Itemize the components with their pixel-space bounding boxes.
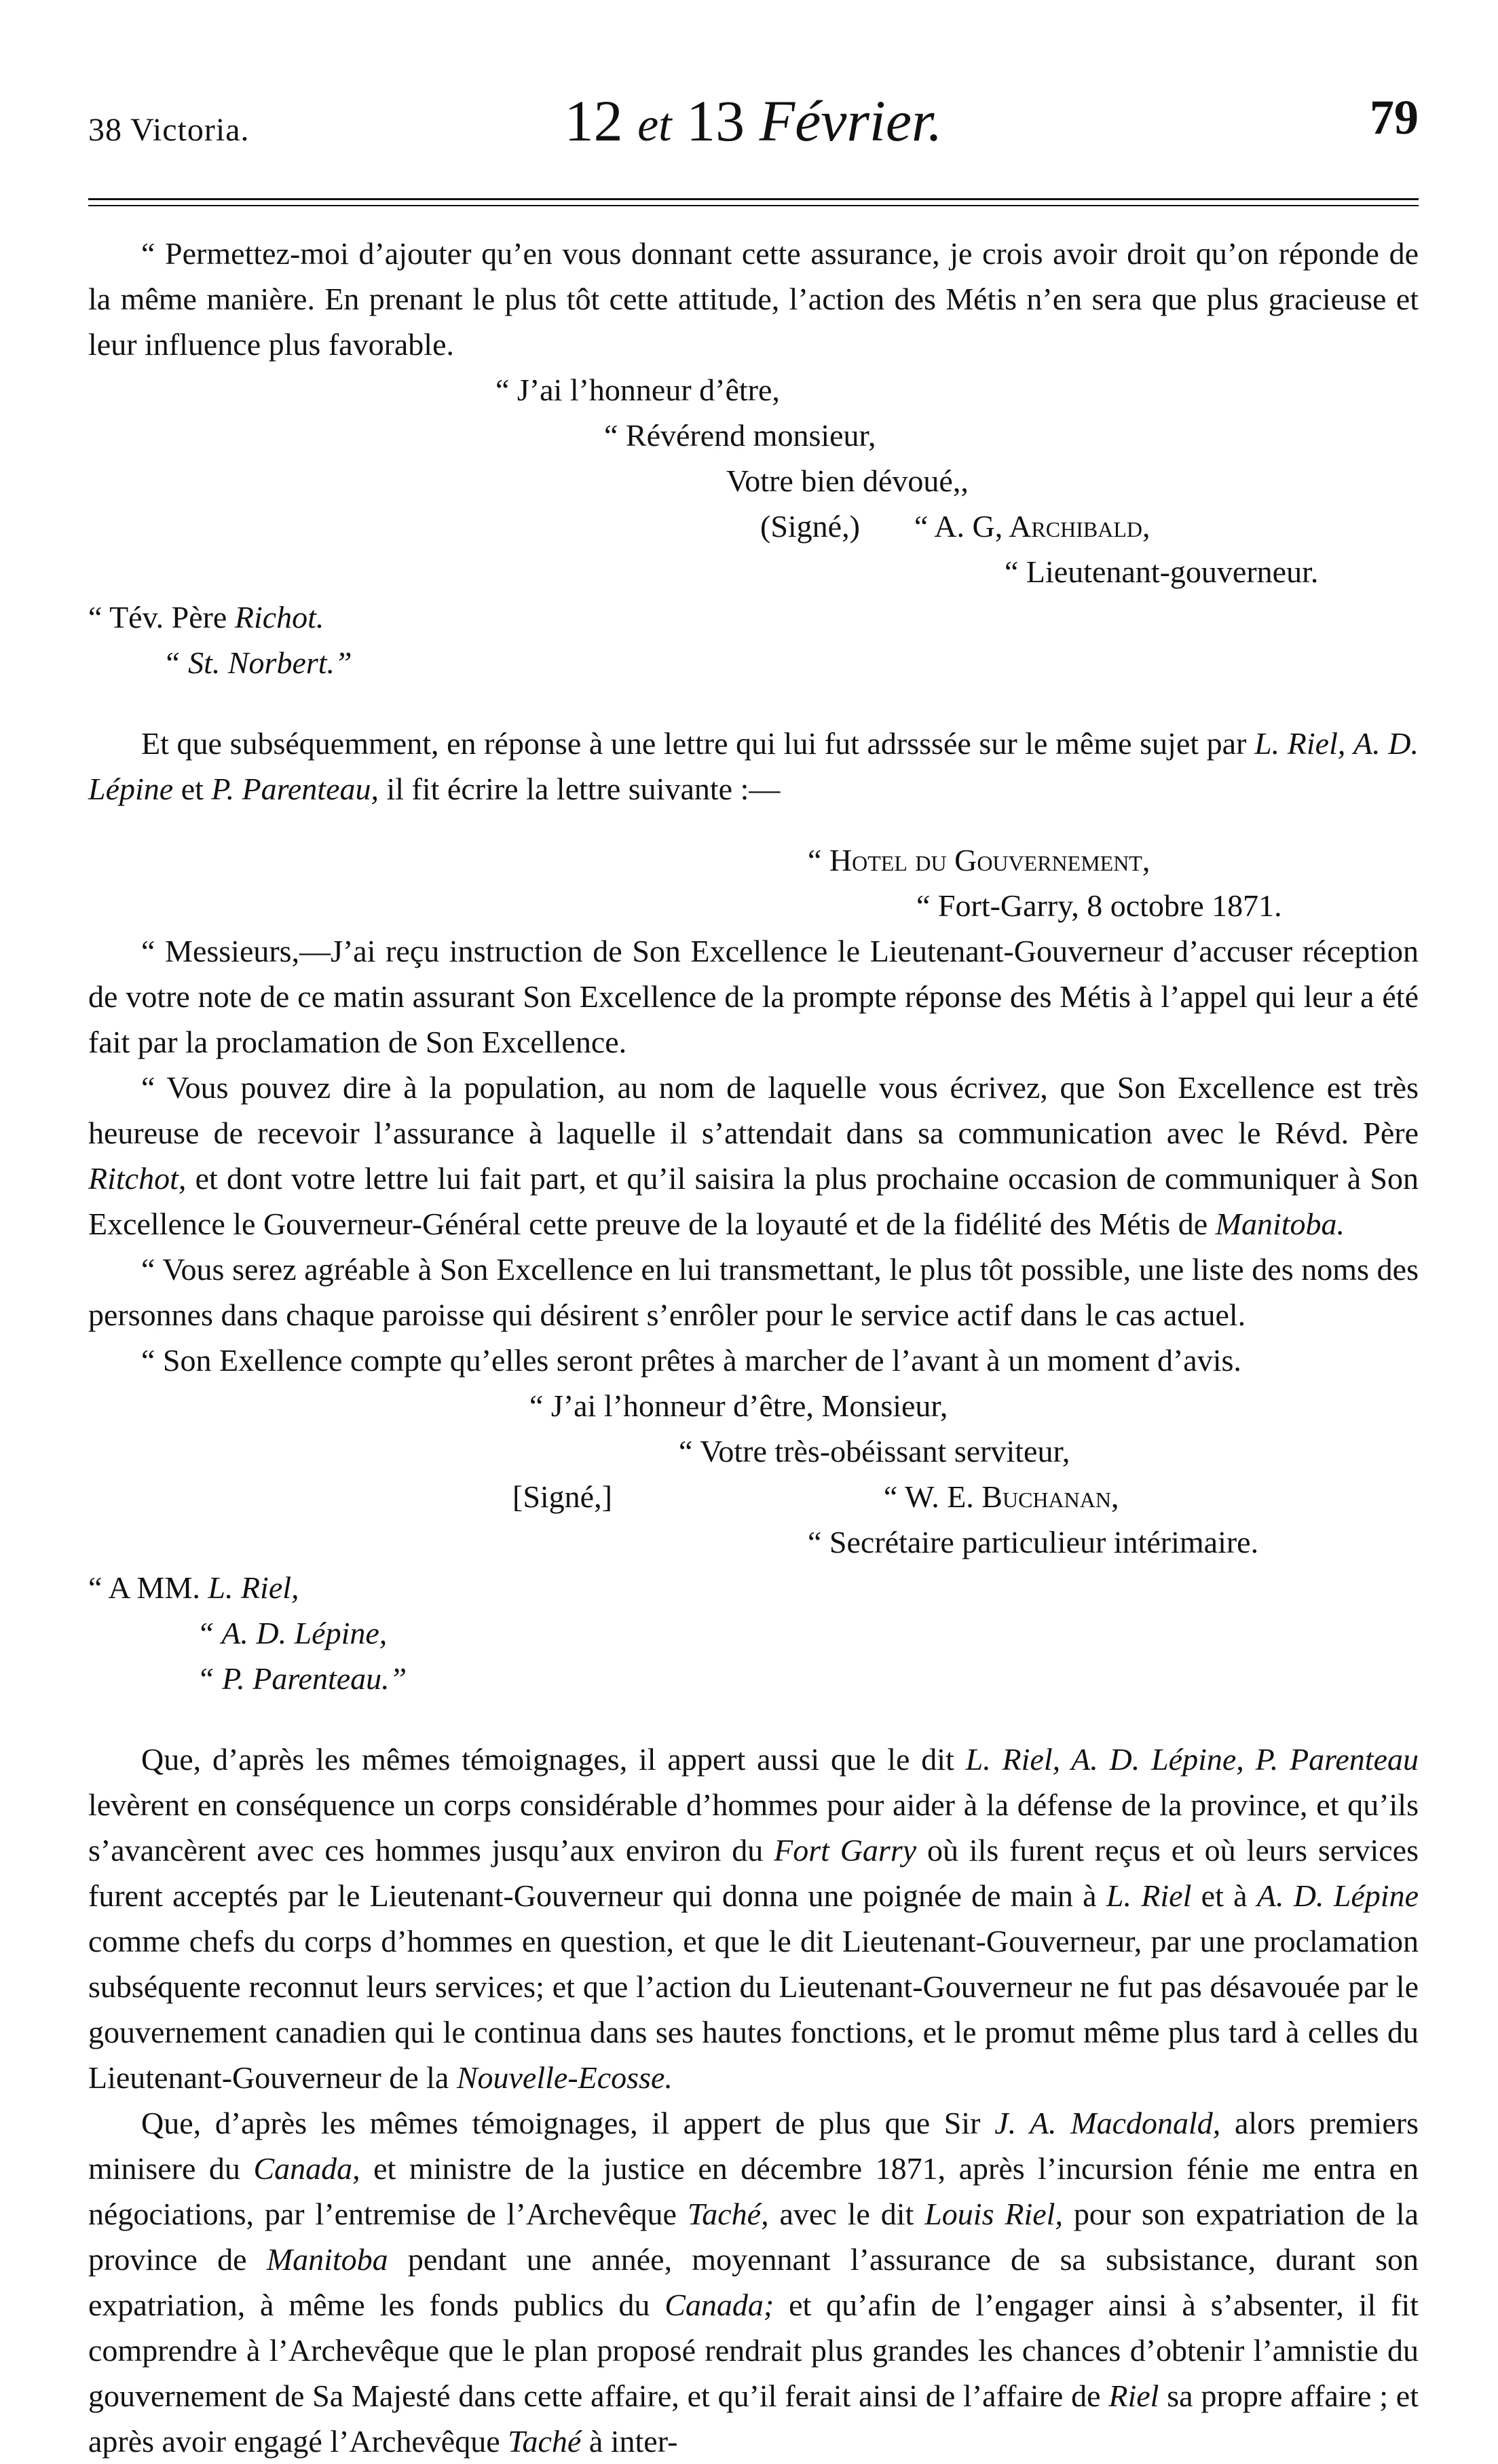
final1-name-lepine: A. D. Lépine bbox=[1256, 1878, 1419, 1913]
final2-text-3: et ministre de la justice en décembre 1871, après l’incursion fénie me entra en négociations, par l’entremise de l’Archevêque bbox=[88, 2151, 1419, 2231]
letter2-heading-2: “ Fort-Garry, 8 octobre 1871. bbox=[916, 888, 1282, 923]
final-paragraph-2 bbox=[88, 2100, 1419, 2464]
letter2-signer-name: “ W. E. Buchanan, bbox=[883, 1479, 1119, 1514]
header-rule-top bbox=[88, 198, 1419, 200]
letter2-paragraph-2 bbox=[88, 1065, 1419, 1247]
final2-text-5: pour son expatriation de la province de bbox=[88, 2197, 1419, 2277]
letter1-address-2 bbox=[88, 640, 1419, 685]
intro-text-a: Et que subséquemment, en réponse à une lettre qui lui fut adrsssée sur le même sujet par bbox=[141, 726, 1255, 761]
final2-text-8: sa propre affaire ; et après avoir engagé l’Archevêque bbox=[88, 2378, 1419, 2459]
final1-text-5: comme chefs du corps d’hommes en question, et que le dit Lieutenant-Gouverneur, par une proclamation subséquente reconnut leurs services; et que l’action du Lieutenant-Gouverneur ne fut pas désavouée par le gouvernement canadien qui le continua dans ses hautes fonctions, et le promut même plus tard à celles du Lieutenant-Gouverneur de la bbox=[88, 1924, 1419, 2095]
letter2-address-1-name: L. Riel, bbox=[208, 1570, 299, 1605]
final1-text-4: et à bbox=[1191, 1878, 1257, 1913]
letter2-address-1 bbox=[88, 1565, 1419, 1610]
header-volume: 38 Victoria. bbox=[88, 112, 250, 148]
letter1-address-1 bbox=[88, 594, 1419, 640]
final1-names-1: L. Riel, A. D. Lépine, P. Parenteau bbox=[965, 1742, 1419, 1777]
letter2-paragraph-1: “ Messieurs,—J’ai reçu instruction de Son Excellence le Lieutenant-Gouverneur d’accuser réception de votre note de ce matin assurant Son Excellence de la prompte réponse des Métis à l’appel qui leur a été fait par la proclamation de Son Excellence. bbox=[88, 934, 1419, 1059]
letter2-para2-name: Ritchot, bbox=[88, 1161, 187, 1196]
letter1-address-2-text: “ St. Norbert.” bbox=[163, 645, 352, 680]
letter2-paragraph-4: “ Son Exellence compte qu’elles seront prêtes à marcher de l’avant à un moment d’avis. bbox=[141, 1343, 1241, 1378]
letter1-closing-2: “ Révérend monsieur, bbox=[604, 418, 876, 453]
final1-text-3: où ils furent reçus et où leurs services furent acceptés par le Lieutenant-Gouverneur qui donna une poignée de main à bbox=[88, 1833, 1419, 1913]
letter1-signer-title: “ Lieutenant-gouverneur. bbox=[1005, 554, 1319, 589]
page-body bbox=[88, 231, 1419, 2464]
letter1-closing-1: “ J’ai l’honneur d’être, bbox=[495, 373, 780, 407]
page-number: 79 bbox=[1370, 90, 1419, 145]
spacer bbox=[88, 685, 1419, 721]
letter2-address-2 bbox=[88, 1610, 1419, 1656]
letter2-para2-text-a: “ Vous pouvez dire à la population, au nom de laquelle vous écrivez, que Son Excellence est très heureuse de recevoir l’assurance à laquelle il s’attendait dans sa communication avec le Révd. Père bbox=[88, 1070, 1419, 1150]
page-header bbox=[88, 81, 1419, 156]
letter2-signed: [Signé,] bbox=[512, 1479, 612, 1514]
letter2-signature-line bbox=[88, 1474, 1419, 1519]
intro-name-1: L. Riel, bbox=[1254, 726, 1346, 761]
intro-name-2: A. D. Lépine bbox=[88, 726, 1419, 806]
letter2-closing-2: “ Votre très-obéissant serviteur, bbox=[679, 1434, 1070, 1468]
letter2-paragraph-3: “ Vous serez agréable à Son Excellence en lui transmettant, le plus tôt possible, une liste des noms des personnes dans chaque paroisse qui désirent s’enrôler pour le service actif dans le cas actuel. bbox=[88, 1252, 1419, 1332]
letter2-address-3 bbox=[88, 1656, 1419, 1701]
letter1-closing-3: Votre bien dévoué,, bbox=[726, 463, 969, 498]
letter1-address-1-name: Richot. bbox=[234, 600, 324, 634]
header-date bbox=[88, 87, 1419, 159]
spacer bbox=[88, 812, 1419, 837]
final2-name-tache: Taché, bbox=[687, 2197, 769, 2231]
letter2-address-3-text: “ P. Parenteau.” bbox=[197, 1661, 407, 1696]
letter1-signature-line bbox=[88, 504, 1419, 549]
letter2-heading-1: “ Hotel du Gouvernement, bbox=[808, 843, 1150, 877]
letter2-closing-1: “ J’ai l’honneur d’être, Monsieur, bbox=[529, 1388, 948, 1423]
final2-text-7: et qu’afin de l’engager ainsi à s’absenter, il fit comprendre à l’Archevêque que le plan proposé rendrait plus grandes les chances d’obtenir l’amnistie du gouvernement de Sa Majesté dans cette affaire, et qu’il ferait ainsi de l’affaire de bbox=[88, 2288, 1419, 2413]
spacer bbox=[88, 1701, 1419, 1737]
final-paragraph-1 bbox=[88, 1737, 1419, 2100]
letter1-signed: (Signé,) bbox=[760, 509, 860, 544]
header-month: Février. bbox=[759, 88, 943, 153]
final1-place-1: Fort Garry bbox=[774, 1833, 917, 1868]
final2-text-2: alors premiers minisere du bbox=[88, 2106, 1419, 2186]
final1-text-2: levèrent en conséquence un corps considérable d’hommes pour aider à la défense de la province, et qu’ils s’avancèrent avec ces hommes jusqu’aux environ du bbox=[88, 1787, 1419, 1868]
letter2-signer-title: “ Secrétaire particulieur intérimaire. bbox=[808, 1525, 1259, 1559]
header-rule-bottom bbox=[88, 205, 1419, 206]
final2-place-canada: Canada, bbox=[253, 2151, 360, 2186]
final2-text-1: Que, d’après les mêmes témoignages, il appert de plus que Sir bbox=[141, 2106, 995, 2140]
final2-name-tache-2: Taché bbox=[508, 2424, 582, 2459]
final2-name-macdonald: J. A. Macdonald, bbox=[994, 2106, 1221, 2140]
final1-name-riel: L. Riel bbox=[1106, 1878, 1192, 1913]
letter2-para2-text-b: et dont votre lettre lui fait part, et qu’il saisira la plus prochaine occasion de communiquer à Son Excellence le Gouverneur-Général cette preuve de la loyauté et de la fidélité des Métis de bbox=[88, 1161, 1419, 1241]
final2-place-manitoba: Manitoba bbox=[266, 2242, 388, 2277]
header-et: et bbox=[637, 99, 672, 151]
intro-and: et bbox=[173, 772, 212, 806]
final2-place-canada-2: Canada; bbox=[664, 2288, 774, 2322]
intro-paragraph bbox=[88, 721, 1419, 812]
letter1-signer-name: “ A. G, Archibald, bbox=[914, 509, 1150, 544]
letter1-address-1-prefix: “ Tév. Père bbox=[88, 600, 235, 634]
final1-place-2: Nouvelle-Ecosse. bbox=[456, 2060, 673, 2095]
final2-text-9: à inter- bbox=[581, 2424, 678, 2459]
letter2-address-1-prefix: “ A MM. bbox=[88, 1570, 208, 1605]
final2-name-louis-riel: Louis Riel, bbox=[924, 2197, 1063, 2231]
letter1-paragraph: “ Permettez-moi d’ajouter qu’en vous donnant cette assurance, je crois avoir droit qu’on réponde de la même manière. En prenant le plus tôt cette attitude, l’action des Métis n’en sera que plus gracieuse et leur influence plus favorable. bbox=[88, 236, 1419, 362]
final2-text-6: pendant une année, moyennant l’assurance de sa subsistance, durant son expatriation, à même les fonds publics du bbox=[88, 2242, 1419, 2322]
letter2-address-2-text: “ A. D. Lépine, bbox=[197, 1616, 388, 1650]
intro-text-b: il fit écrire la lettre suivante :— bbox=[378, 772, 781, 806]
final1-text-1: Que, d’après les mêmes témoignages, il appert aussi que le dit bbox=[141, 1742, 966, 1777]
letter2-para2-place: Manitoba. bbox=[1215, 1207, 1345, 1241]
final2-text-4: avec le dit bbox=[768, 2197, 925, 2231]
header-day-2: 13 bbox=[686, 88, 745, 153]
intro-name-3: P. Parenteau, bbox=[211, 772, 379, 806]
header-day-1: 12 bbox=[564, 88, 623, 153]
final2-name-riel: Riel bbox=[1108, 2378, 1159, 2413]
